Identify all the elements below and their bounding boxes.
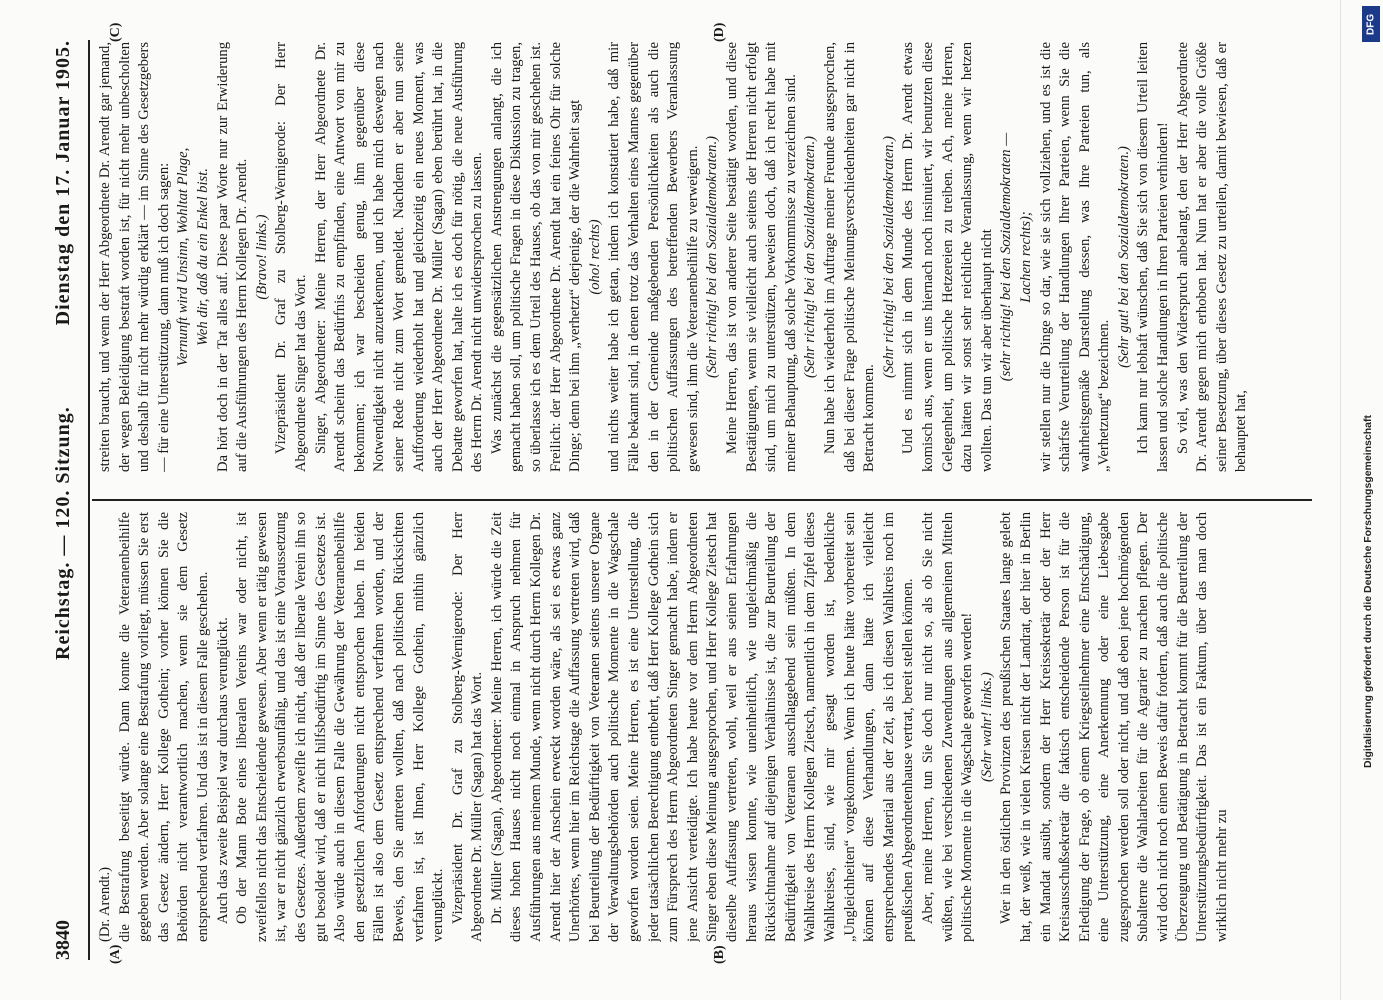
paragraph: wir stellen nur die Dinge so dar, wie sie sich vollziehen, und es ist die schärfste Verurteilung der Handlungen Ihrer Parteien, wenn Sie die wahrheitsgemäße Darstellung dessen, was Ihre Parteien tun, als „Verhetzung“ bezeichnen. bbox=[1037, 42, 1113, 472]
interjection: Weh dir, daß du ein Enkel bist. bbox=[194, 168, 211, 346]
paragraph: die Bestrafung beseitigt würde. Dann konnte die Veteranenbeihilfe gegeben werden. Aber solange eine Bestrafung vorliegt, müssen Sie erst das Gesetz ändern, Herr Kollege Gothein; vorher können Sie die Behörden nicht verantwortlich machen, wenn sie dem Gesetz entsprechend verfahren. Und das ist in diesem Falle geschehen. bbox=[116, 512, 211, 942]
paragraph: streiten braucht, und wenn der Herr Abgeordnete Dr. Arendt gar jemand, der wegen Beleidigung bestraft worden ist, für nicht mehr unbescholten und deshalb für nicht mehr würdig erklärt — im Sinne des Gesetzgebers — für eine Unterstützung, dann muß ich doch sagen: bbox=[97, 42, 172, 472]
dfg-logo: DFG bbox=[1362, 6, 1380, 42]
paragraph: So viel, was den Widerspruch anbelangt, den der Herr Abgeordnete Dr. Arendt gegen mich erhoben hat. Nun hat er aber die volle Größe seiner Besetzung, über dieses Gesetz zu urteilen, damit bewiesen, daß er behauptet hat, bbox=[1174, 42, 1250, 472]
paragraph: Ob der Mann Bote eines liberalen Vereins war oder nicht, ist zweifellos nicht das Entscheidende gewesen. Aber wenn er tätig gewesen ist, war er nicht gänzlich erwerbsunfähig, und das ist eine Voraussetzung des Gesetzes. Außerdem zweifle ich nicht, daß der liberale Verein ihn so gut besoldet wird, daß er nicht hilfsbedürftig im Sinne des Gesetzes ist. Also würde auch in diesem Falle die Gewährung der Veteranenbeihilfe den gesetzlichen Anforderungen nicht entsprochen haben. In beiden Fällen ist also dem Gesetz entsprechend verfahren worden, und der Beweis, den Sie antreten wollten, daß nach politischen Rücksichten verfahren ist, ist Ihnen, Herr Kollege Gothein, mithin gänzlich verunglückt. bbox=[234, 512, 447, 942]
funding-credit: Digitalisierung gefördert durch die Deutsche Forschungsgemeinschaft bbox=[1362, 415, 1374, 768]
paragraph: Singer, Abgeordneter: Meine Herren, der Herr Abgeordnete Dr. Arendt scheint das Bedürfnis zu empfinden, eine Antwort von mir zu bekommen; ich war bescheiden genug, ihm gegenüber diese Notwendigkeit nicht anzuerkennen, und ich habe mich deswegen nach seiner Rede nicht zum Wort gemeldet. Nachdem er aber nun seine Aufforderung wiederholt hat und gleichzeitig ein neues Moment, was auch der Herr Abgeordnete Dr. Müller (Sagan) eben berührt hat, in die Debatte geworfen hat, halte ich es doch für nötig, die neue Ausführung des Herrn Dr. Arendt nicht unwidersprochen zu lassen. bbox=[312, 42, 486, 472]
session-title: Reichstag. — 120. Sitzung. bbox=[52, 406, 74, 660]
paragraph: (Dr. Arendt.) bbox=[97, 867, 113, 942]
session-date: Dienstag den 17. Januar 1905. bbox=[52, 40, 74, 326]
paragraph: Was zunächst die gegensätzlichen Anstrengungen anlangt, die ich gemacht haben soll, um politische Fragen in diese Diskussion zu tragen, so überlasse ich es dem Urteil des Hauses, ob das von mir geschehen ist. Freilich: der Herr Abgeordnete Dr. Arendt hat ein feines Ohr für solche Dinge; denn bei ihm „verhetzt“ derjenige, der die Wahrheit sagt bbox=[488, 42, 584, 472]
interjection: (Bravo! links.) bbox=[253, 214, 270, 300]
paragraph: Nun habe ich wiederholt im Auftrage meiner Freunde ausgesprochen, daß bei dieser Frage politische Meinungsverschiedenheiten gar nicht in Betracht kommen. bbox=[821, 42, 878, 472]
interjection: (Sehr richtig! bei den Sozialdemokraten.) bbox=[880, 136, 897, 378]
paragraph: Vizepräsident Dr. Graf zu Stolberg-Wernigerode: Der Herr Abgeordnete Singer hat das Wort. bbox=[273, 42, 309, 472]
interjection: (Sehr richtig! bei den Sozialdemokraten.) bbox=[704, 136, 721, 378]
right-text-column bbox=[96, 42, 1306, 472]
interjection: Lachen rechts); bbox=[1017, 211, 1034, 303]
interjection: (Sehr richtig! bei den Sozialdemokraten.) bbox=[802, 136, 819, 378]
paragraph: Meine Herren, das ist von anderer Seite bestätigt worden, und diese Bestätigungen, wenn sie vielleicht auch seitens der Herren nicht erfolgt sind, um mich zu unterstützen, beweisen doch, daß ich recht habe mit meiner Behauptung, daß solche Vorkommnisse zu verzeichnen sind. bbox=[724, 42, 799, 472]
paragraph: Auch das zweite Beispiel war durchaus verunglückt. bbox=[214, 617, 231, 924]
digitization-sidebar bbox=[1362, 6, 1380, 996]
paragraph: und nichts weiter habe ich getan, indem ich konstatiert habe, daß mir Fälle bekannt sind, in denen trotz das Verhalten eines Mannes gegenüber den in der Gemeinde maßgebenden Persönlichkeiten als auch die politischen Auffassungen des betreffenden Bewerbers Veranlassung gewesen sind, ihm die Veteranenbeihilfe zu verweigern. bbox=[606, 42, 701, 472]
margin-label-c: (C) bbox=[108, 22, 123, 42]
interjection: (Sehr gut! bei den Sozialdemokraten.) bbox=[1115, 146, 1132, 368]
paragraph: Dr. Müller (Sagan), Abgeordneter: Meine Herren, ich würde die Zeit dieses hohen Hauses nicht noch einmal in Anspruch nehmen für Ausführungen aus meinem Munde, wenn nicht durch Herrn Kollegen Dr. Arendt hier der Anschein erweckt worden wäre, als sei es etwas ganz Unerhörtes, wenn hier im Reichstage die Auffassung vertreten wird, daß bei Beurteilung der Bedürftigkeit von Veteranen seitens unserer Organe der Verwaltungsbehörden auch politische Momente in die Wagschale geworfen worden seien. Meine Herren, es ist eine Unterstellung, die jeder tatsächlichen Berechtigung entbehrt, daß Herr Kollege Gothein sich zum Fürsprech des Herrn Abgeordneten Singer gemacht habe, indem er jene Ansicht verteidigte. Ich habe heute vor dem Herrn Abgeordneten Singer eben diese Meinung ausgesprochen, und Herr Kollege Zietsch hat dieselbe Auffassung vertreten, wohl, weil er aus seinen Erfahrungen heraus wissen konnte, wie uneinheitlich, wie ungleichmäßig die Rücksichtnahme auf diejenigen Verhältnisse ist, die zur Beurteilung der Bedürftigkeit von Veteranen ausschlaggebend sein müßten. In dem Wahlkreise des Herrn Kollegen Zietsch, namentlich in dem Zipfel dieses Wahlkreises, sind, wie mir gesagt worden ist, bedenkliche „Ungleichheiten“ vorgekommen. Wenn ich heute hätte vorbereitet sein können auf diese Verhandlungen, dann hätte ich vielleicht entsprechendes Material aus der Zeit, als ich diesen Wahlkreis noch im preußischen Abgeordnetenhause vertrat, bereit stellen können. bbox=[488, 512, 917, 942]
paragraph: Vizepräsident Dr. Graf zu Stolberg-Wernigerode: Der Herr Abgeordnete Dr. Müller (Sagan) hat das Wort. bbox=[449, 512, 486, 942]
left-text-column bbox=[96, 512, 1306, 942]
interjection: (oho! rechts) bbox=[586, 219, 603, 295]
running-header bbox=[52, 40, 86, 960]
margin-label-a: (A) bbox=[108, 944, 123, 964]
page-number: 3840 bbox=[52, 920, 74, 960]
paragraph: Ich kann nur lebhaft wünschen, daß Sie sich von diesem Urteil leiten lassen und solche Handlungen in Ihren Parteien verhindern! bbox=[1135, 42, 1172, 472]
interjection: (Sehr wahr! links.) bbox=[978, 672, 995, 782]
paragraph: Und es nimmt sich in dem Munde des Herrn Dr. Arendt etwas komisch aus, wenn er uns hiernach noch insinuiert, wir benutzten diese Gelegenheit, um politische Hetzereien zu treiben. Ach, meine Herren, dazu hätten wir sonst sehr reichliche Veranlassung, wenn wir hetzen wollten. Das tun wir aber überhaupt nicht bbox=[900, 42, 995, 472]
scan-edge-line bbox=[1340, 0, 1341, 1000]
column-divider bbox=[92, 499, 1312, 501]
paragraph: Da hört doch in der Tat alles auf. Diese paar Worte nur zur Erwiderung auf die Ausführungen des Herrn Kollegen Dr. Arendt. bbox=[214, 42, 251, 472]
margin-label-d: (D) bbox=[712, 22, 727, 42]
header-rule bbox=[88, 40, 90, 960]
interjection: Vernunft wird Unsinn, Wohltat Plage, bbox=[175, 147, 192, 367]
margin-label-b: (B) bbox=[712, 945, 727, 964]
paragraph: Wer in den östlichen Provinzen des preußischen Staates lange gelebt hat, der weiß, wie in vielen Kreisen nicht der Landrat, der hier in Berlin ein Mandat ausübt, sondern der Herr Kreissekretär oder der Herr Kreisausschußsekretär die faktisch entscheidende Person ist für die Erledigung der Frage, ob einem Kriegsteilnehmer eine Entschädigung, eine Unterstützung, eine Anerkennung oder eine Liebesgabe zugesprochen werden soll oder nicht, und daß eben jene hochmögenden Subalterne die Wahlarbeiten für die Agrarier zu machen pflegen. Der wird doch nicht noch einen Beweis dafür fordern, daß auch die politische Überzeugung und Betätigung in Betracht kommt für die Beurteilung der Unterstützungsbedürftigkeit. Das ist ein Faktum, über das man doch wirklich nicht mehr zu bbox=[998, 512, 1230, 942]
paragraph: Aber, meine Herren, tun Sie doch nur nicht so, als ob Sie nicht wüßten, wie bei verschiedenen Zuwendungen aus allgemeinen Mitteln politische Momente in die Wagschale geworfen werden! bbox=[919, 512, 976, 942]
interjection: (sehr richtig! bei den Sozialdemokraten — bbox=[998, 132, 1015, 382]
